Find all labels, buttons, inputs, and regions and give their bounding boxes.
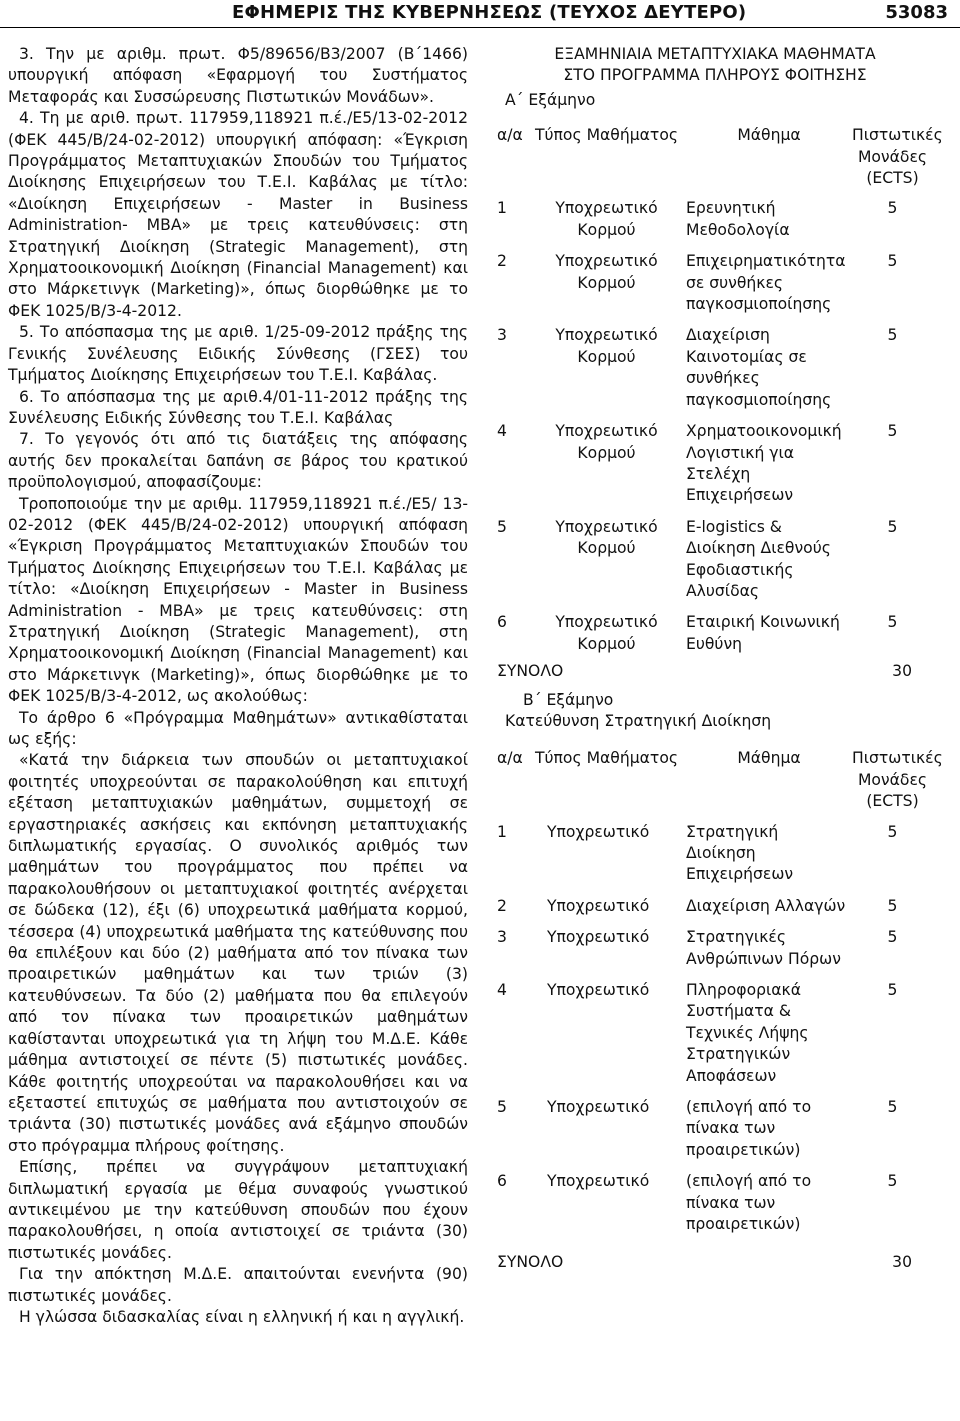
right-column: [497, 44, 943, 1273]
total-value: 30: [892, 662, 912, 681]
table-row: [497, 1097, 933, 1171]
table-row: [497, 822, 933, 896]
row-type: Υποχρεωτικό: [547, 981, 650, 1000]
semester-a-table: [497, 125, 943, 665]
table-row: [497, 980, 933, 1097]
row-no: 1: [497, 199, 507, 218]
semester-b-total: [497, 1252, 933, 1273]
row-type: Υποχρεωτικό: [547, 928, 650, 947]
row-course: (επιλογή από το πίνακα των προαιρετικών): [686, 1172, 812, 1234]
row-course: Πληροφοριακά Συστήματα & Τεχνικές Λήψης Στρατηγικών Αποφάσεων: [686, 981, 809, 1085]
row-no: 4: [497, 422, 507, 441]
row-course: Επιχειρηματικότητα σε συνθήκες παγκοσμιοποίησης: [686, 252, 846, 314]
row-course: Ερευνητική Μεθοδολογία: [686, 199, 790, 239]
row-ects: 5: [887, 252, 898, 271]
row-no: 6: [497, 613, 507, 632]
row-type: Υποχρεωτικό: [547, 1098, 650, 1117]
paragraph-12: Για την απόκτηση Μ.Δ.Ε. απαιτούνται ενενήντα (90) πιστωτικές μονάδες.: [8, 1265, 468, 1305]
row-no: 2: [497, 252, 507, 271]
left-column: [8, 44, 468, 1328]
row-type: Υποχρεωτικό Κορμού: [555, 422, 658, 462]
table-row: [497, 1171, 933, 1245]
paragraph-3: 3. Την με αριθμ. πρωτ. Φ5/89656/Β3/2007 (Β΄1466) υπουργική απόφαση «Εφαρμογή του Συστήματος Μεταφοράς και Συσσώρευσης Πιστωτικών Μονάδων».: [8, 45, 468, 106]
paragraph-6: 6. Το απόσπασμα της με αριθ.4/01-11-2012 πράξης της Συνέλευσης Ειδικής Σύνθεσης του Τ.Ε.Ι. Καβάλας: [8, 387, 468, 427]
row-type: Υποχρεωτικό Κορμού: [555, 613, 658, 653]
page-number: 53083: [885, 2, 948, 23]
total-label: ΣΥΝΟΛΟ: [497, 662, 564, 681]
paragraph-13: Η γλώσσα διδασκαλίας είναι η ελληνική ή και η αγγλική.: [19, 1307, 465, 1326]
row-no: 4: [497, 981, 507, 1000]
paragraph-10: «Κατά την διάρκεια των σπουδών οι μεταπτυχιακοί φοιτητές υποχρεούνται σε παρακολούθηση και επιτυχή εξέταση μεταπτυχιακών μαθημάτων, συμμετοχή σε εργαστηριακές ασκήσεις και εκπόνηση μεταπτυχιακής διπλωματικής εργασίας. Ο συνολικός αριθμός των μαθημάτων του προγράμματος που πρέπει να παρακολουθήσουν οι μεταπτυχιακοί φοιτητές ανέρχεται σε δώδεκα (12), έξι (6) υποχρεωτικά μαθήματα κορμού, τέσσερα (4) υποχρεωτικά μαθήματα της κατεύθυνσης που θα επιλέξουν και δύο (2) μαθήματα από τον πίνακα των προαιρετικών μαθημάτων και των τριών (3) κατευθύνσεων. Τα δύο (2) μαθήματα που θα επιλεγούν από τον πίνακα των προαιρετικών μαθημάτων καθίστανται υποχρεωτικά για τη λήψη του Μ.Δ.Ε. Κάθε μάθημα αντιστοιχεί σε πέντε (5) πιστωτικές μονάδες. Κάθε φοιτητής υποχρεούται να παρακολουθήσει και να εξεταστεί επιτυχώς σε μαθήματα που αντιστοιχούν σε τριάντα (30) πιστωτικές μονάδες ανά εξάμηνο σπουδών στο πρόγραμμα πλήρους φοίτησης.: [8, 751, 468, 1155]
row-course: Χρηματοοικονομική Λογιστική για Στελέχη Επιχειρήσεων: [686, 422, 842, 505]
row-ects: 5: [887, 422, 898, 441]
semester-a-label: Α΄ Εξάμηνο: [505, 90, 596, 109]
table-header-row: [497, 748, 933, 821]
table-row: [497, 251, 933, 325]
row-type: Υποχρεωτικό: [547, 822, 650, 841]
row-ects: 5: [887, 326, 898, 345]
row-ects: 5: [887, 928, 898, 947]
row-no: 1: [497, 822, 507, 841]
row-type: Υποχρεωτικό: [547, 896, 650, 915]
row-course: (επιλογή από το πίνακα των προαιρετικών): [686, 1098, 812, 1159]
section-title-line-2: ΣΤΟ ΠΡΟΓΡΑΜΜΑ ΠΛΗΡΟΥΣ ΦΟΙΤΗΣΗΣ: [563, 66, 867, 85]
row-course: Διαχείριση Αλλαγών: [686, 896, 846, 915]
row-no: 3: [497, 928, 507, 947]
row-course: Διαχείριση Καινοτομίας σε συνθήκες παγκοσμιοποίησης: [686, 326, 832, 409]
direction-b-label: Κατεύθυνση Στρατηγική Διοίκηση: [505, 711, 772, 730]
row-course: Στρατηγική Διοίκηση Επιχειρήσεων: [686, 822, 794, 884]
paragraph-8: Τροποποιούμε την με αριθμ. 117959,118921 π.έ./Ε5/ 13-02-2012 (ΦΕΚ 445/Β/24-02-2012) υπουργική απόφαση «Έγκριση Προγράμματος Μεταπτυχιακών Σπουδών του Τμήματος Διοίκησης Επιχειρήσεων του Τ.Ε.Ι. Καβάλας με τίτλο: «Διοίκηση Επιχειρήσεων - Master in Business Administration - MBA» με τρεις κατευθύνσεις: στη Στρατηγική Διοίκηση (Strategic Management), στη Χρηματοοικονομική Διοίκηση (Financial Management) και στο Μάρκετινγκ (Marketing)», όπως διορθώθηκε με το ΦΕΚ 1025/Β/3-4-2012, ως ακολούθως:: [8, 494, 468, 706]
table-header-row: [497, 125, 933, 198]
row-ects: 5: [887, 981, 898, 1000]
semester-b-table: [497, 748, 943, 1245]
header-no: α/α: [497, 749, 523, 768]
row-no: 5: [497, 1098, 507, 1117]
row-type: Υποχρεωτικό Κορμού: [555, 326, 658, 366]
row-ects: 5: [887, 822, 898, 841]
section-title-line-1: ΕΞΑΜΗΝΙΑΙΑ ΜΕΤΑΠΤΥΧΙΑΚΑ ΜΑΘΗΜΑΤΑ: [554, 45, 876, 63]
row-type: Υποχρεωτικό: [547, 1172, 650, 1191]
table-row: [497, 198, 933, 251]
paragraph-11: Επίσης, πρέπει να συγγράψουν μεταπτυχιακή διπλωματική εργασία με θέμα συναφούς γνωστικού αντικειμένου με την κατεύθυνση σπουδών που έχουν παρακολουθήσει, η οποία αντιστοιχεί σε τριάντα (30) πιστωτικές μονάδες.: [8, 1158, 468, 1262]
row-no: 2: [497, 896, 507, 915]
header-ects: Πιστωτικές Μονάδες (ECTS): [852, 126, 943, 188]
row-type: Υποχρεωτικό Κορμού: [555, 199, 658, 239]
row-ects: 5: [887, 199, 898, 218]
row-no: 6: [497, 1172, 507, 1191]
row-ects: 5: [887, 613, 898, 632]
total-value: 30: [892, 1252, 912, 1271]
page-header: [0, 0, 960, 26]
table-row: [497, 517, 933, 613]
header-ects: Πιστωτικές Μονάδες (ECTS): [852, 749, 943, 811]
paragraph-5: 5. Το απόσπασμα της με αριθ. 1/25-09-2012 πράξης της Γενικής Συνέλευσης Ειδικής Σύνθεσης (ΓΣΕΣ) του Τμήματος Διοίκησης Επιχειρήσεων του Τ.Ε.Ι. Καβάλας.: [8, 323, 468, 385]
row-ects: 5: [887, 517, 898, 536]
paragraph-7: 7. Το γεγονός ότι από τις διατάξεις της απόφασης αυτής δεν προκαλείται δαπάνη σε βάρος του κρατικού προϋπολογισμού, αποφασίζουμε:: [8, 430, 468, 492]
header-type: Τύπος Μαθήματος: [534, 749, 679, 768]
table-row: [497, 612, 933, 665]
header-course: Μάθημα: [737, 126, 801, 145]
semester-b-label: Β΄ Εξάμηνο: [523, 690, 614, 709]
row-no: 5: [497, 517, 507, 536]
semester-a-total: [497, 661, 933, 682]
table-row: [497, 325, 933, 421]
row-no: 3: [497, 326, 507, 345]
row-course: Εταιρική Κοινωνική Ευθύνη: [686, 613, 840, 653]
row-type: Υποχρεωτικό Κορμού: [555, 252, 658, 292]
row-course: E-logistics & Διοίκηση Διεθνούς Εφοδιαστικής Αλυσίδας: [686, 517, 831, 600]
gazette-title: ΕΦΗΜΕΡΙΣ ΤΗΣ ΚΥΒΕΡΝΗΣΕΩΣ (ΤΕΥΧΟΣ ΔΕΥΤΕΡΟ): [232, 2, 747, 23]
paragraph-9: Το άρθρο 6 «Πρόγραμμα Μαθημάτων» αντικαθίσταται ως εξής:: [8, 708, 468, 748]
paragraph-4: 4. Τη με αριθ. πρωτ. 117959,118921 π.έ./Ε5/13-02-2012 (ΦΕΚ 445/Β/24-02-2012) υπουργική απόφαση: «Έγκριση Προγράμματος Μεταπτυχιακών Σπουδών του Τμήματος Διοίκησης Επιχειρήσεων του Τ.Ε.Ι. Καβάλας με τίτλο: «Διοίκηση Επιχειρήσεων - Master in Business Administration- MBA» με τρεις κατευθύνσεις: στη Στρατηγική Διοίκηση (Strategic Management), στη Χρηματοοικονομική Διοίκηση (Financial Management) και στο Μάρκετινγκ (Marketing)», όπως διορθώθηκε με το ΦΕΚ 1025/Β/3-4-2012.: [8, 109, 468, 320]
table-row: [497, 927, 933, 980]
row-type: Υποχρεωτικό Κορμού: [555, 517, 658, 558]
row-ects: 5: [887, 1098, 898, 1117]
table-row: [497, 421, 933, 517]
row-ects: 5: [887, 896, 898, 915]
row-ects: 5: [887, 1172, 898, 1191]
total-label: ΣΥΝΟΛΟ: [497, 1252, 564, 1271]
row-course: Στρατηγικές Ανθρώπινων Πόρων: [686, 928, 841, 968]
header-rule: [0, 27, 960, 28]
header-no: α/α: [497, 126, 523, 145]
header-course: Μάθημα: [737, 749, 801, 768]
table-row: [497, 896, 933, 927]
header-type: Τύπος Μαθήματος: [534, 126, 679, 145]
